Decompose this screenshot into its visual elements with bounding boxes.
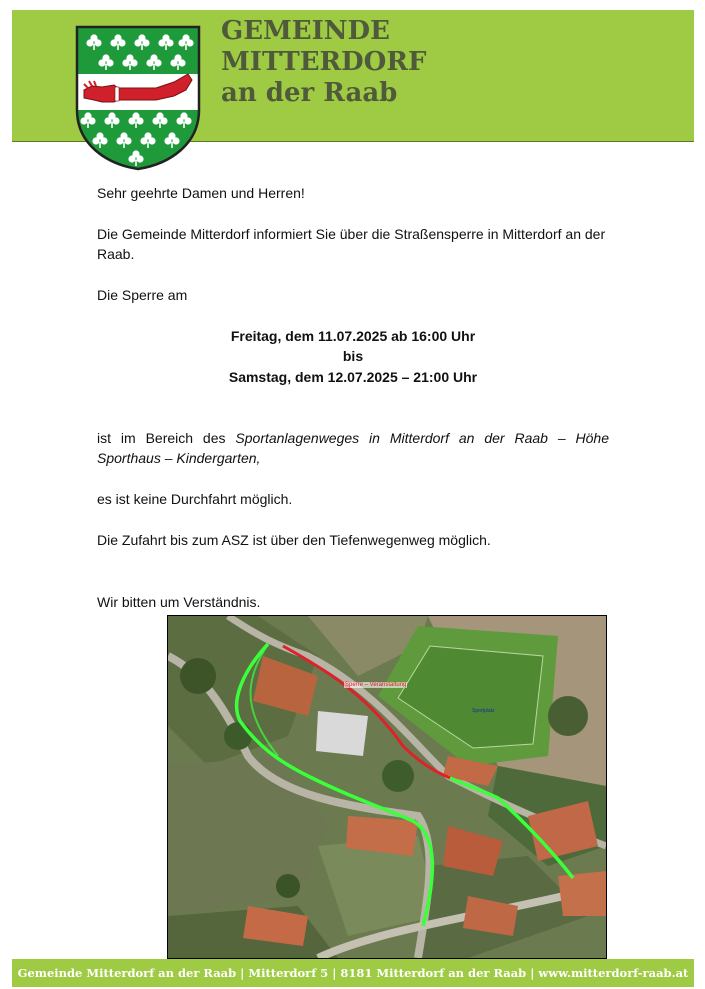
municipality-title	[221, 16, 426, 109]
closure-start-date: Freitag, dem 11.07.2025 ab 16:00 Uhr	[230, 328, 476, 344]
access-note: Die Zufahrt bis zum ASZ ist über den Tiefenwegenweg möglich.	[97, 532, 491, 548]
aerial-map	[167, 615, 607, 959]
greeting: Sehr geehrte Damen und Herren!	[97, 185, 305, 201]
intro-paragraph: Die Gemeinde Mitterdorf informiert Sie über die Straßensperre in Mitterdorf an der Raab.	[97, 226, 606, 262]
title-line-3: an der Raab	[221, 78, 398, 108]
no-passage-note: es ist keine Durchfahrt möglich.	[97, 491, 293, 507]
closure-bis: bis	[342, 348, 364, 364]
closing-line: Wir bitten um Verständnis.	[97, 594, 261, 610]
aerial-map-image	[168, 616, 606, 958]
closure-end-date: Samstag, dem 12.07.2025 – 21:00 Uhr	[228, 369, 478, 385]
footer-bar: Gemeinde Mitterdorf an der Raab | Mitterdorf 5 | 8181 Mitterdorf an der Raab | www.mitterdorf-raab.at	[12, 959, 694, 987]
closure-intro: Die Sperre am	[97, 287, 188, 303]
area-location: Sportanlagenweges in Mitterdorf an der Raab – Höhe Sporthaus – Kindergarten,	[97, 430, 609, 466]
title-line-1: GEMEINDE	[221, 16, 390, 46]
area-prefix: ist im Bereich des	[97, 430, 236, 446]
map-closure-label: Sperre – Veranstaltung	[345, 682, 407, 688]
coat-of-arms-icon	[74, 24, 202, 172]
title-line-2: MITTERDORF	[221, 47, 427, 77]
map-field-label: Sportplatz	[472, 708, 495, 714]
closure-area-paragraph	[97, 428, 609, 468]
